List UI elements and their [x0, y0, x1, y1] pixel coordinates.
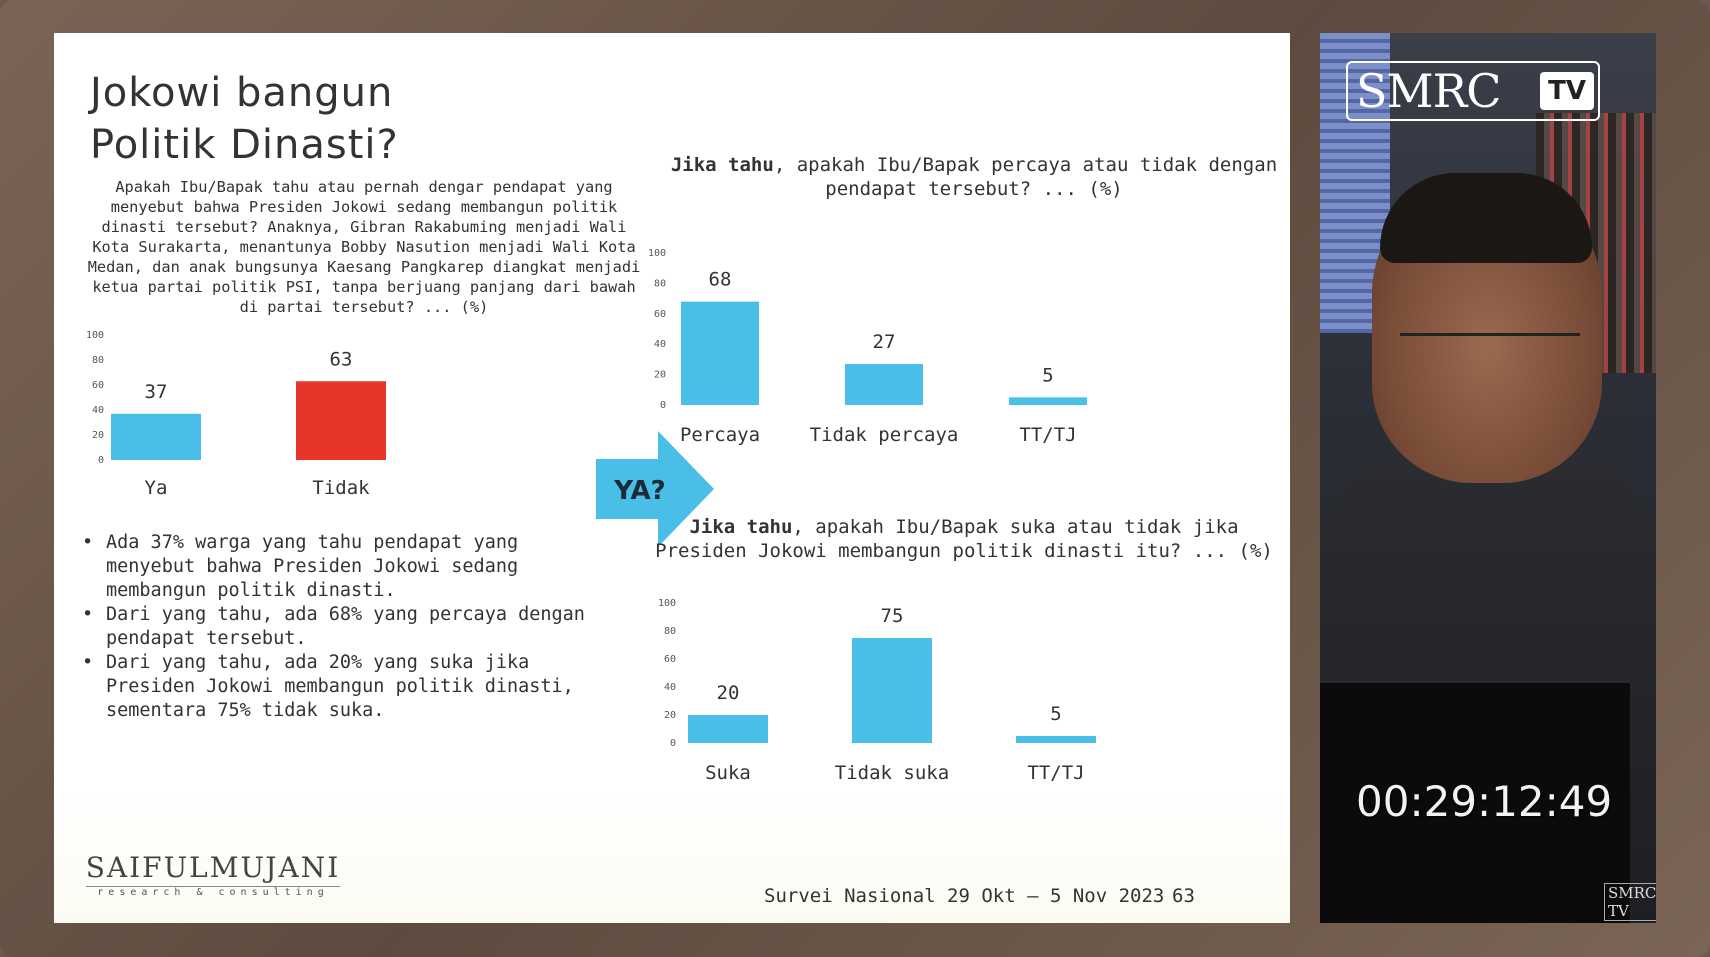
category-label: Tidak percaya [809, 424, 959, 446]
data-label: 20 [716, 682, 740, 704]
chart-suka-question-bold: Jika tahu [689, 516, 793, 538]
presentation-slide [54, 33, 1290, 923]
data-label: 27 [872, 330, 896, 353]
y-tick-label: 0 [669, 738, 676, 749]
bullet-item: • Ada 37% warga yang tahu pendapat yang menyebut bahwa Presiden Jokowi sedang membangun politik dinasti. [80, 531, 600, 603]
survey-question: Apakah Ibu/Bapak tahu atau pernah dengar pendapat yang menyebut bahwa Presiden Jokowi sedang membangun politik dinasti tersebut? Anaknya, Gibran Rakabuming menjadi Wali Kota Surakarta, menantunya Bobby Nasution menjadi Wali Kota Medan, dan anak bungsunya Kaesang Pangkarep diangkat menjadi ketua partai politik PSI, tanpa berjuang panjang dari bawah di partai tersebut? ... (%) [87, 178, 641, 316]
slide-title [90, 67, 610, 171]
bar-suka [688, 715, 768, 743]
y-tick-label: 60 [91, 380, 104, 391]
saifulmujani-logo [78, 851, 348, 898]
bar-tt-tj [1009, 397, 1087, 405]
category-label: Tidak [312, 477, 370, 499]
chart-percaya [647, 233, 1234, 493]
presenter-hair [1380, 173, 1592, 263]
category-label: TT/TJ [1027, 762, 1085, 784]
category-label: Ya [144, 477, 168, 499]
data-label: 63 [329, 348, 353, 371]
chart-tahu [84, 323, 544, 543]
data-label: 37 [144, 380, 168, 403]
logo-main-text: SAIFULMUJANI [86, 851, 341, 887]
y-tick-label: 20 [91, 430, 104, 441]
y-tick-label: 60 [663, 654, 676, 665]
bar-tidak [296, 381, 386, 460]
bar-ya [111, 414, 201, 460]
summary-bullets [80, 531, 600, 723]
category-label: Suka [705, 762, 751, 784]
category-label: Percaya [679, 424, 761, 446]
y-tick-label: 0 [659, 400, 666, 411]
data-label: 5 [1050, 703, 1062, 725]
smrc-logo-tv: TV [1540, 72, 1594, 110]
y-tick-label: 40 [663, 682, 676, 693]
chart-percaya-question [664, 153, 1284, 201]
bar-percaya [681, 302, 759, 405]
bar-tt-tj [1016, 736, 1096, 743]
category-label: TT/TJ [1019, 424, 1077, 446]
arrow-label: YA? [614, 476, 666, 506]
data-label: 5 [1042, 364, 1054, 387]
chart-suka [657, 598, 1244, 873]
chart-percaya-question-bold: Jika tahu [670, 154, 774, 176]
y-tick-label: 20 [653, 369, 666, 381]
smrc-mini-logo: SMRC TV [1604, 883, 1656, 921]
timecode: 00:29:12:49 [1356, 777, 1613, 826]
chart-suka-question-rest: , apakah Ibu/Bapak suka atau tidak jika Presiden Jokowi membangun politik dinasti itu? ... (%) [655, 516, 1273, 562]
bar-tidak-suka [852, 638, 932, 743]
logo-sub-text: research & consulting [97, 887, 329, 898]
y-tick-label: 40 [91, 405, 104, 416]
smrc-tv-logo [1346, 61, 1600, 121]
y-tick-label: 60 [653, 308, 666, 320]
smrc-logo-text: SMRC [1356, 64, 1501, 118]
y-tick-label: 20 [663, 710, 676, 721]
category-label: Tidak suka [834, 762, 950, 784]
y-tick-label: 80 [91, 355, 104, 366]
y-tick-label: 100 [85, 330, 104, 341]
y-tick-label: 100 [647, 248, 666, 259]
presenter-video [1320, 33, 1656, 923]
data-label: 75 [880, 605, 904, 627]
chart-percaya-question-rest: , apakah Ibu/Bapak percaya atau tidak dengan pendapat tersebut? ... (%) [773, 154, 1278, 200]
y-tick-label: 80 [653, 278, 666, 290]
y-tick-label: 80 [663, 626, 676, 637]
y-tick-label: 100 [657, 598, 676, 609]
y-tick-label: 0 [97, 455, 104, 466]
bar-tidak-percaya [845, 364, 923, 405]
presenter-glasses [1400, 333, 1580, 366]
survey-footer: Survei Nasional 29 Okt – 5 Nov 2023 [764, 885, 1165, 907]
data-label: 68 [708, 268, 732, 291]
slide-title-line1: Jokowi bangun [90, 70, 394, 116]
page-number: 63 [1172, 885, 1195, 907]
chart-suka-question [654, 515, 1274, 563]
slide-title-line2: Politik Dinasti? [90, 122, 399, 168]
bullet-item: • Dari yang tahu, ada 68% yang percaya dengan pendapat tersebut. [80, 603, 600, 651]
bullet-item: • Dari yang tahu, ada 20% yang suka jika Presiden Jokowi membangun politik dinasti, sementara 75% tidak suka. [80, 651, 600, 723]
y-tick-label: 40 [653, 339, 666, 351]
